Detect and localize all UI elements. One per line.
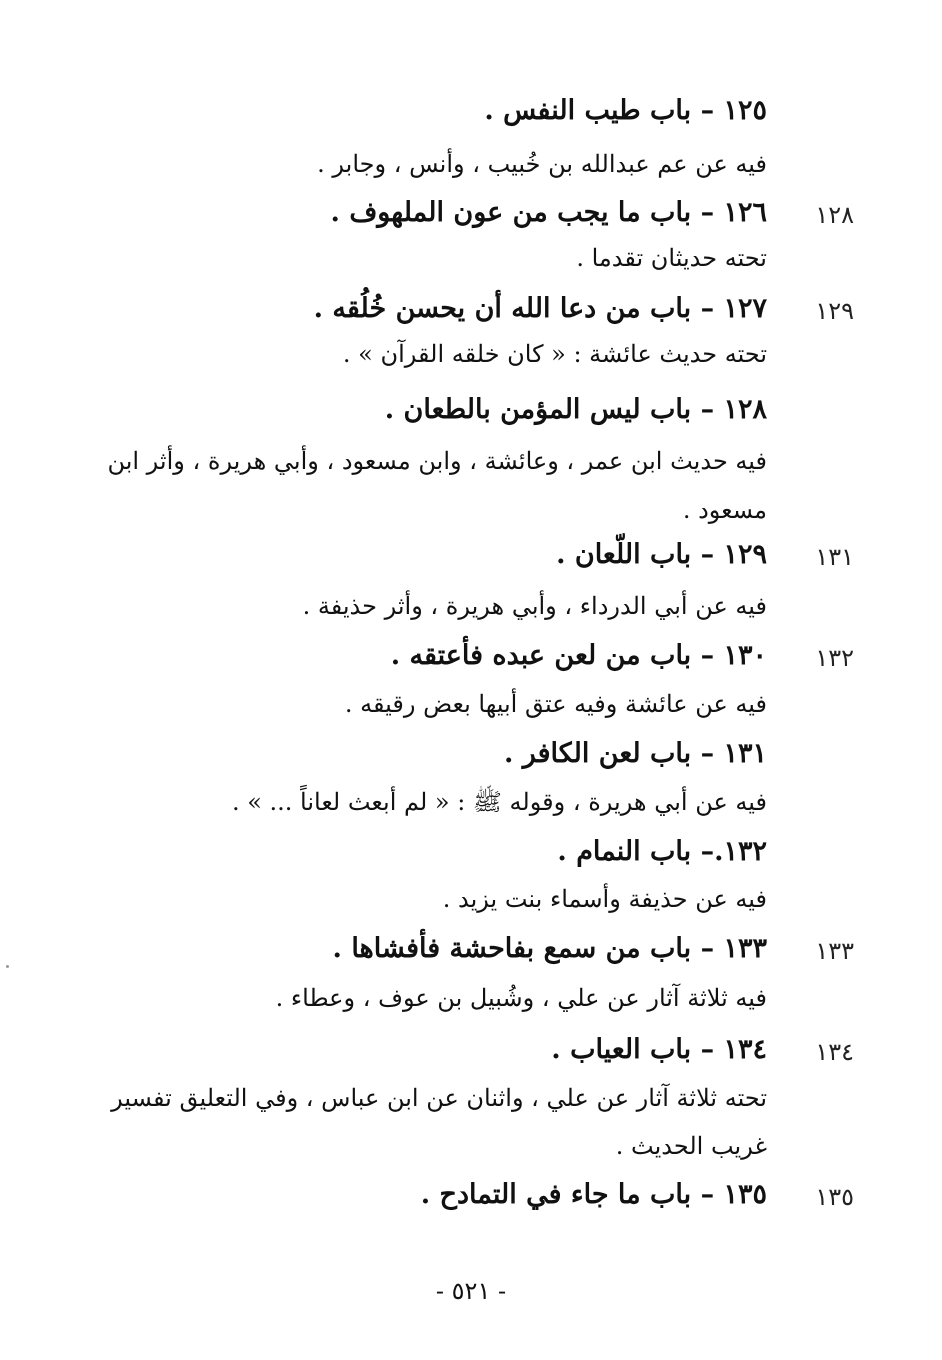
scan-speck: [6, 965, 9, 968]
margin-page-number: ١٣٤: [815, 1038, 854, 1066]
section-heading-132: ١٣٢.– باب النمام .: [557, 836, 767, 867]
section-description-126: تحته حديثان تقدما .: [576, 244, 767, 272]
margin-page-number: ١٣٥: [815, 1183, 854, 1211]
section-description-125: فيه عن عم عبدالله بن خُبيب ، وأنس ، وجابر .: [317, 150, 767, 178]
page-number: - ٥٢١ -: [435, 1277, 507, 1305]
section-description-128: فيه حديث ابن عمر ، وعائشة ، وابن مسعود ، وأبي هريرة ، وأثر ابن: [107, 447, 767, 475]
section-description-134-cont: غريب الحديث .: [615, 1132, 767, 1160]
section-heading-128: ١٢٨ – باب ليس المؤمن بالطعان .: [384, 394, 767, 425]
section-description-133: فيه ثلاثة آثار عن علي ، وشُبيل بن عوف ، وعطاء .: [275, 984, 767, 1012]
section-heading-134: ١٣٤ – باب العياب .: [551, 1034, 767, 1065]
section-heading-129: ١٢٩ – باب اللّعان .: [556, 539, 767, 570]
section-description-132: فيه عن حذيفة وأسماء بنت يزيد .: [442, 885, 767, 913]
margin-page-number: ١٣٢: [815, 644, 854, 672]
section-description-127: تحته حديث عائشة : « كان خلقه القرآن » .: [342, 340, 767, 368]
margin-page-number: ١٣٣: [815, 937, 854, 965]
section-heading-135: ١٣٥ – باب ما جاء في التمادح .: [420, 1179, 767, 1210]
section-description-129: فيه عن أبي الدرداء ، وأبي هريرة ، وأثر حذيفة .: [302, 592, 767, 620]
section-heading-127: ١٢٧ – باب من دعا الله أن يحسن خُلُقه .: [313, 293, 767, 324]
section-heading-125: ١٢٥ – باب طيب النفس .: [484, 95, 767, 126]
section-description-128-cont: مسعود .: [682, 496, 767, 524]
margin-page-number: ١٢٩: [815, 297, 854, 325]
section-heading-131: ١٣١ – باب لعن الكافر .: [503, 738, 767, 769]
margin-page-number: ١٣١: [815, 543, 854, 571]
section-heading-133: ١٣٣ – باب من سمع بفاحشة فأفشاها .: [332, 933, 767, 964]
section-description-130: فيه عن عائشة وفيه عتق أبيها بعض رقيقه .: [344, 690, 767, 718]
section-heading-126: ١٢٦ – باب ما يجب من عون الملهوف .: [330, 197, 767, 228]
margin-page-number: ١٢٨: [815, 201, 854, 229]
section-description-134: تحته ثلاثة آثار عن علي ، واثنان عن ابن عباس ، وفي التعليق تفسير: [111, 1084, 767, 1112]
section-heading-130: ١٣٠ – باب من لعن عبده فأعتقه .: [390, 640, 767, 671]
section-description-131: فيه عن أبي هريرة ، وقوله ﷺ : « لم أبعث لعاناً ... » .: [231, 788, 767, 816]
